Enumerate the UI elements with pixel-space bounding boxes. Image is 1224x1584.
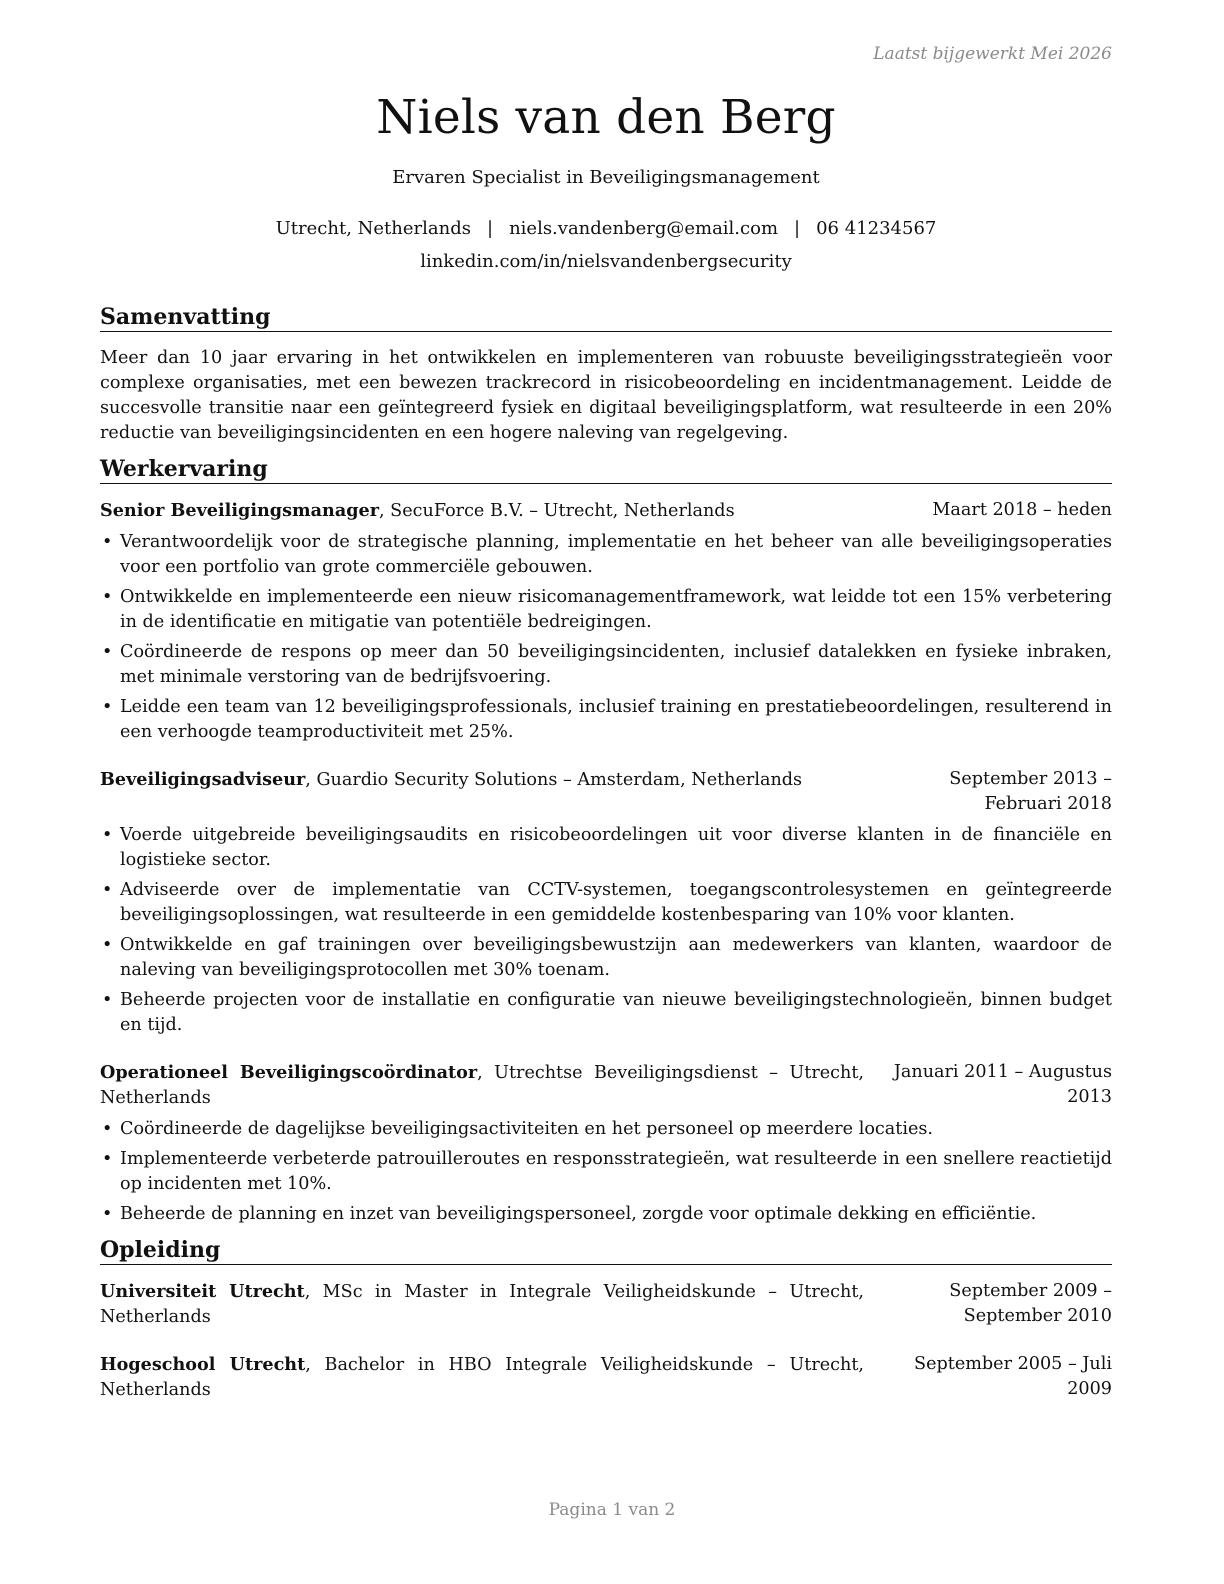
job-bullet: • Beheerde projecten voor de installatie en configuratie van nieuwe beveiligingstechnologieën, binnen budget en tijd. (100, 988, 1112, 1038)
contact-separator: | (794, 218, 801, 239)
job-bullets (100, 530, 1112, 745)
job-bullet: • Voerde uitgebreide beveiligingsaudits en risicobeoordelingen uit voor diverse klanten in de financiële en logistieke sector. (100, 823, 1112, 873)
education-entry (100, 1352, 1112, 1403)
job-header (100, 498, 1112, 524)
section-title: Werkervaring (100, 456, 1112, 484)
job-bullets (100, 1117, 1112, 1227)
job-entry (100, 498, 1112, 745)
section-title: Samenvatting (100, 304, 1112, 332)
job-organization: , Utrechtse Beveiligingsdienst – Utrecht, Netherlands (100, 1063, 864, 1108)
experience-section (100, 456, 1112, 1227)
job-entry (100, 767, 1112, 1038)
contact-location: Utrecht, Netherlands (275, 218, 471, 239)
education-dates: September 2005 – Juli 2009 (914, 1354, 1112, 1399)
job-bullet: • Verantwoordelijk voor de strategische planning, implementatie en het beheer van alle beveiligingsoperaties voor een portfolio van grote commerciële gebouwen. (100, 530, 1112, 580)
job-header (100, 1060, 1112, 1111)
education-header (100, 1279, 1112, 1330)
job-organization: , SecuForce B.V. – Utrecht, Netherlands (379, 501, 735, 521)
job-bullet: • Adviseerde over de implementatie van CCTV-systemen, toegangscontrolesystemen en geïntegreerde beveiligingsoplossingen, wat resulteerde in een gemiddelde kostenbesparing van 10% voor klanten. (100, 878, 1112, 928)
contact-phone: 06 41234567 (816, 218, 937, 239)
job-bullet: • Coördineerde de respons op meer dan 50 beveiligingsincidenten, inclusief datalekken en fysieke inbraken, met minimale verstoring van de bedrijfsvoering. (100, 640, 1112, 690)
resume-content (100, 304, 1112, 1413)
job-dates: Januari 2011 – Augustus 2013 (893, 1062, 1112, 1107)
job-bullet: • Ontwikkelde en gaf trainingen over beveiligingsbewustzijn aan medewerkers van klanten, waardoor de naleving van beveiligingsprotocollen met 30% toenam. (100, 933, 1112, 983)
job-bullet: • Beheerde de planning en inzet van beveiligingspersoneel, zorgde voor optimale dekking en efficiëntie. (100, 1202, 1112, 1227)
summary-text: Meer dan 10 jaar ervaring in het ontwikkelen en implementeren van robuuste beveiligingsstrategieën voor complexe organisaties, met een bewezen trackrecord in risicobeoordeling en incidentmanagement. Leidde de succesvolle transitie naar een geïntegreerd fysiek en digitaal beveiligingsplatform, wat resulteerde in een 20% reductie van beveiligingsincidenten en een hogere naleving van regelgeving. (100, 348, 1112, 443)
job-bullets (100, 823, 1112, 1038)
job-bullet: • Leidde een team van 12 beveiligingsprofessionals, inclusief training en prestatiebeoordelingen, resulterend in een verhoogde teamproductiviteit met 25%. (100, 695, 1112, 745)
resume-header (100, 86, 1112, 274)
job-role: Operationeel Beveiligingscoördinator (100, 1062, 478, 1083)
education-section (100, 1237, 1112, 1403)
contact-linkedin[interactable]: linkedin.com/in/nielsvandenbergsecurity (420, 251, 792, 272)
education-detail: , MSc in Master in Integrale Veiligheidskunde – Utrecht, Netherlands (100, 1282, 864, 1327)
candidate-title: Ervaren Specialist in Beveiligingsmanagement (392, 167, 820, 188)
job-role: Senior Beveiligingsmanager (100, 500, 379, 521)
job-organization: , Guardio Security Solutions – Amsterdam, Netherlands (305, 770, 803, 790)
job-bullet: • Implementeerde verbeterde patrouilleroutes en responsstrategieën, wat resulteerde in een snellere reactietijd op incidenten met 10%. (100, 1147, 1112, 1197)
education-dates: September 2009 – September 2010 (949, 1281, 1112, 1326)
job-header (100, 767, 1112, 817)
education-school: Hogeschool Utrecht (100, 1354, 306, 1375)
summary-section (100, 304, 1112, 446)
job-role: Beveiligingsadviseur (100, 769, 306, 790)
last-updated: Laatst bijgewerkt Mei 2026 (873, 44, 1112, 64)
job-dates: September 2013 – Februari 2018 (949, 769, 1112, 814)
job-bullet: • Ontwikkelde en implementeerde een nieuw risicomanagementframework, wat leidde tot een 15% verbetering in de identificatie en mitigatie van potentiële bedreigingen. (100, 585, 1112, 635)
page-number: Pagina 1 van 2 (548, 1500, 676, 1520)
section-title: Opleiding (100, 1237, 1112, 1265)
education-entry (100, 1279, 1112, 1330)
contact-line (100, 217, 1112, 241)
job-dates: Maart 2018 – heden (932, 500, 1112, 520)
education-header (100, 1352, 1112, 1403)
job-bullet: • Coördineerde de dagelijkse beveiligingsactiviteiten en het personeel op meerdere locaties. (100, 1117, 1112, 1142)
job-entry (100, 1060, 1112, 1227)
education-detail: , Bachelor in HBO Integrale Veiligheidskunde – Utrecht, Netherlands (100, 1355, 864, 1400)
candidate-name: Niels van den Berg (376, 90, 836, 145)
education-school: Universiteit Utrecht (100, 1281, 305, 1302)
contact-separator: | (486, 218, 494, 239)
contact-email[interactable]: niels.vandenberg@email.com (509, 218, 779, 239)
